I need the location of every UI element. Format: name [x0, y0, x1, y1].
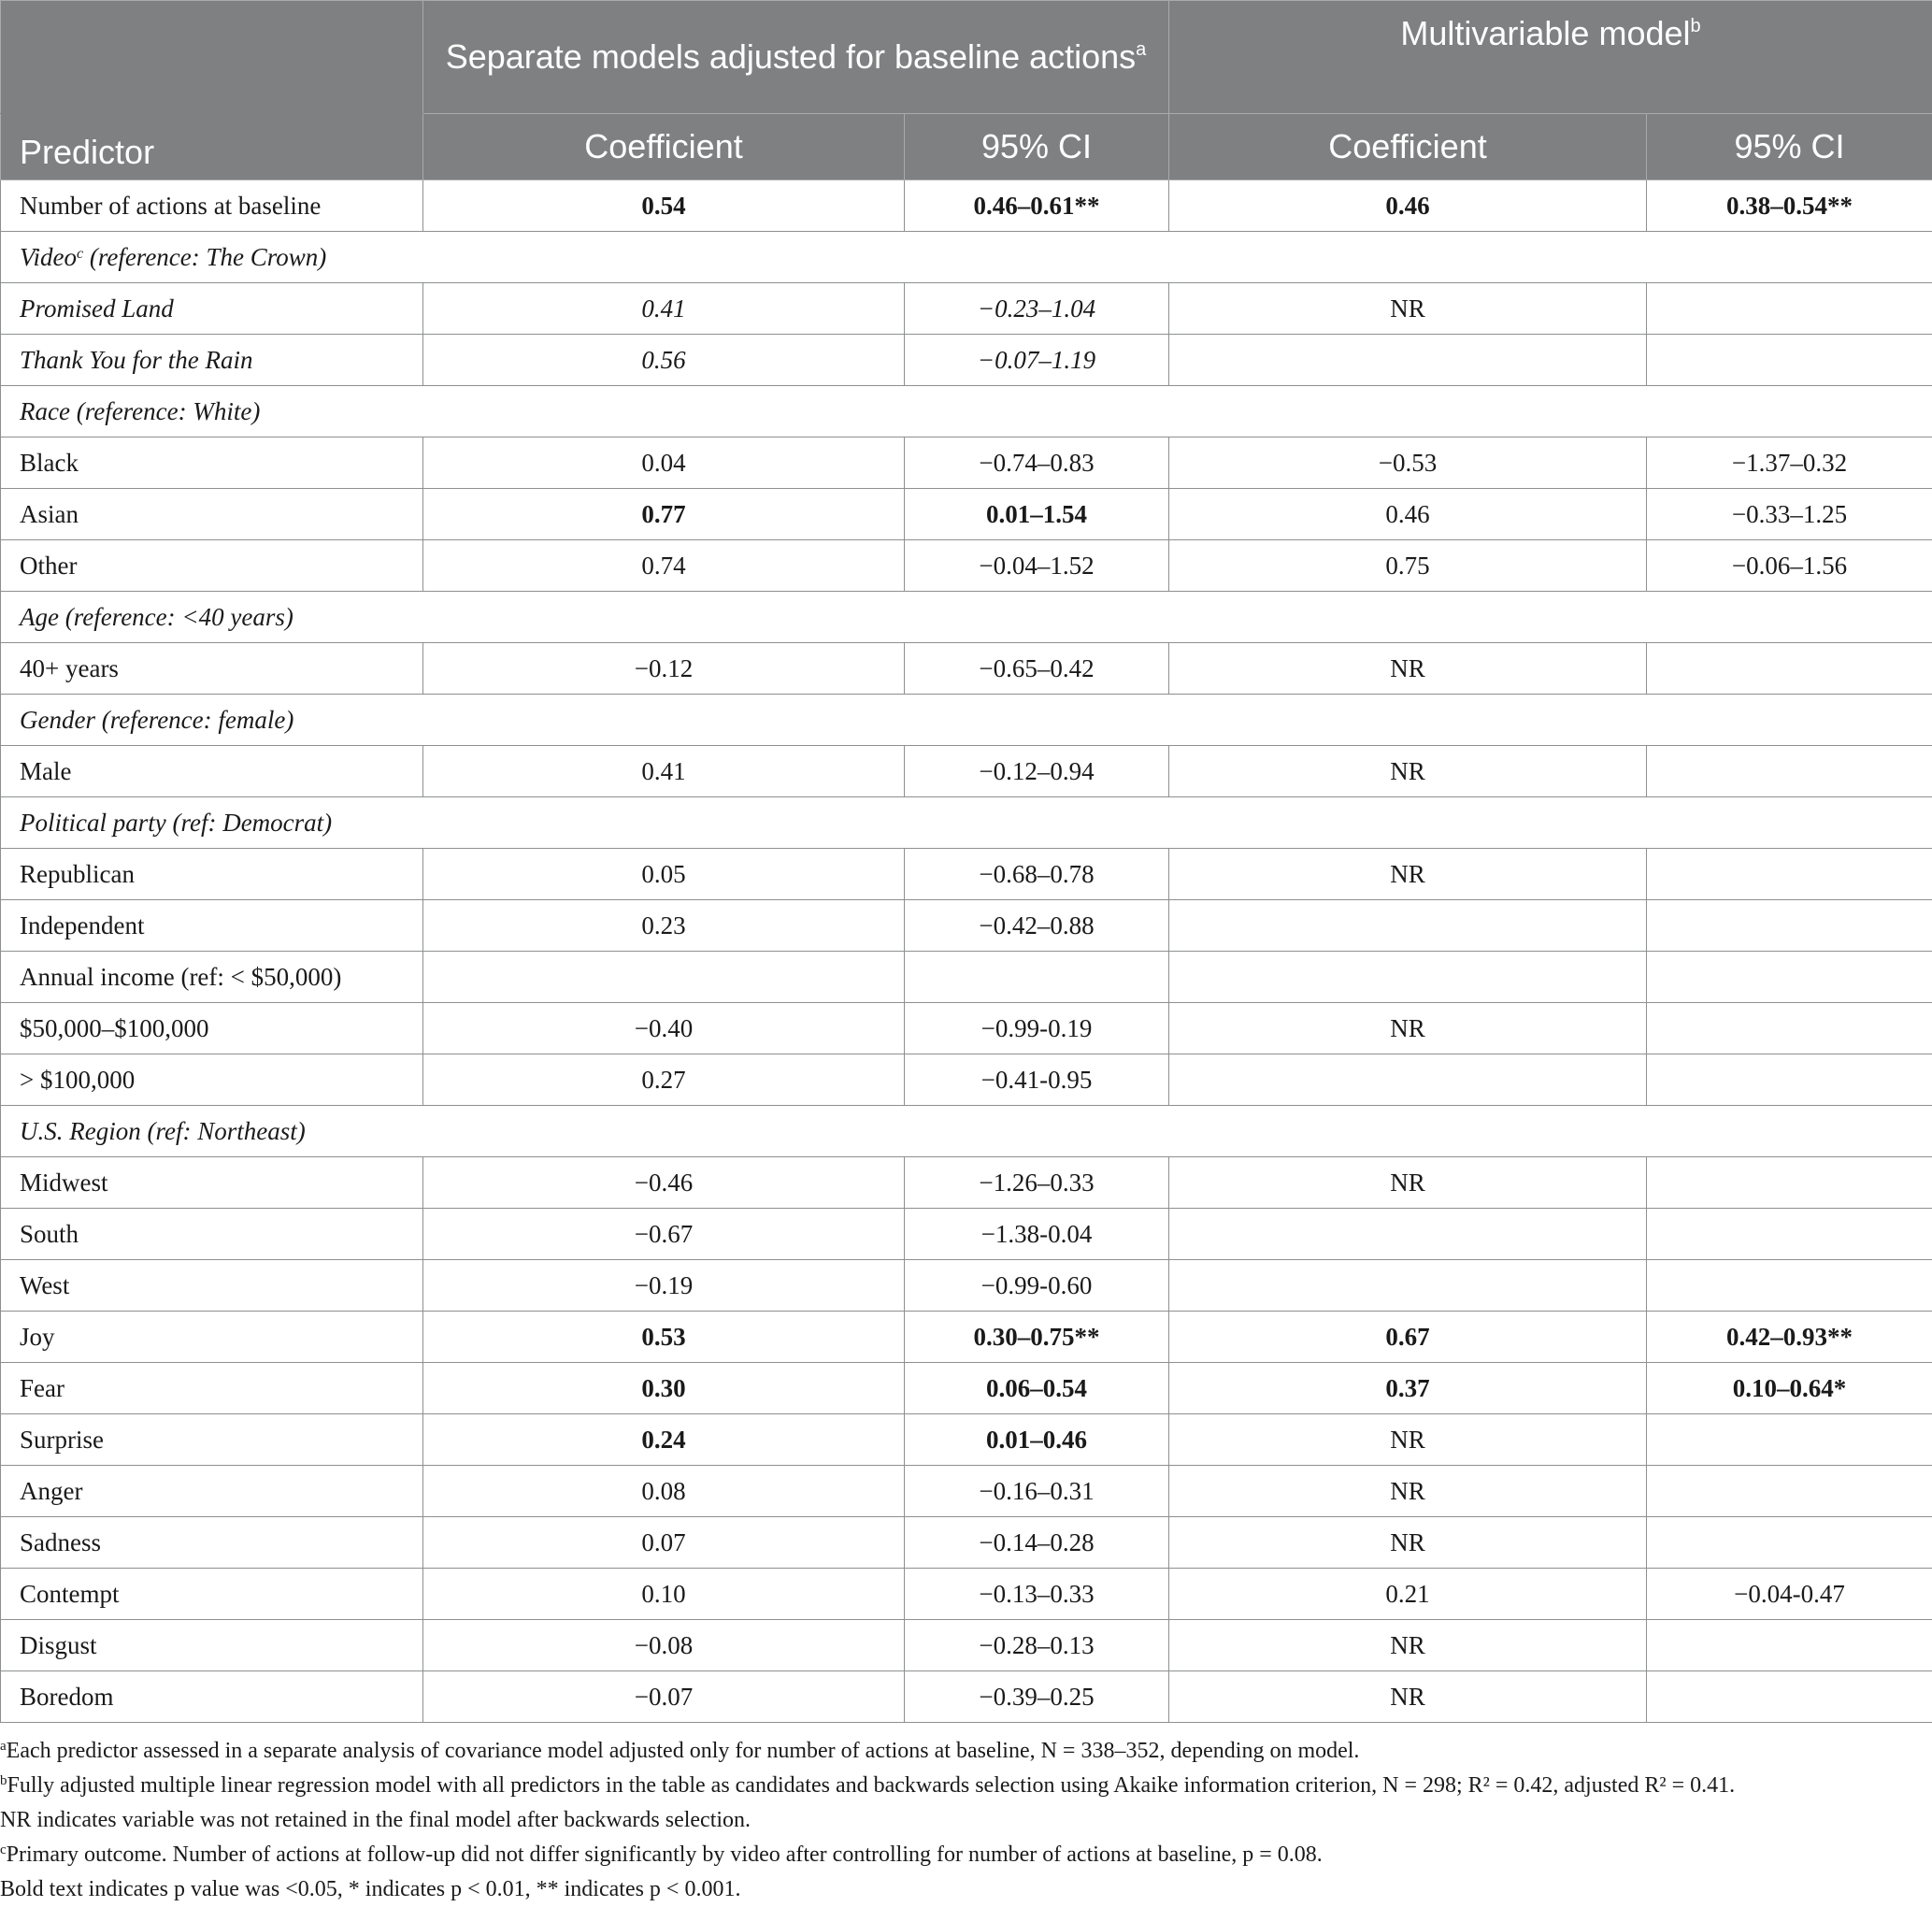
row-label: Promised Land: [1, 283, 423, 335]
table-row: [1, 746, 1932, 797]
cell-coef-multivariable: NR: [1169, 1466, 1647, 1517]
row-label: Asian: [1, 489, 423, 540]
header-group-row: [1, 1, 1932, 114]
cell-coef-multivariable: NR: [1169, 746, 1647, 797]
cell-ci-multivariable: [1647, 849, 1932, 900]
row-label: Disgust: [1, 1620, 423, 1671]
table-row: [1, 1671, 1932, 1723]
row-label: $50,000–$100,000: [1, 1003, 423, 1054]
cell-ci-separate: −1.26–0.33: [905, 1157, 1169, 1209]
cell-ci-multivariable: −0.33–1.25: [1647, 489, 1932, 540]
header-blank-cell: [1, 1, 423, 114]
cell-ci-separate: −0.07–1.19: [905, 335, 1169, 386]
cell-ci-multivariable: [1647, 1466, 1932, 1517]
footnote-c-mark: c: [0, 1842, 7, 1857]
cell-coef-multivariable: NR: [1169, 283, 1647, 335]
table-row: [1, 1466, 1932, 1517]
cell-coef-multivariable: 0.46: [1169, 489, 1647, 540]
cell-coef-multivariable: NR: [1169, 1003, 1647, 1054]
table-row: [1, 849, 1932, 900]
table-row: [1, 1620, 1932, 1671]
cell-coef-multivariable: [1169, 900, 1647, 952]
footnote-mark-b: b: [1691, 16, 1701, 36]
cell-ci-multivariable: [1647, 1517, 1932, 1569]
cell-ci-separate: −0.99-0.19: [905, 1003, 1169, 1054]
section-label: Race (reference: White): [1, 386, 1932, 437]
cell-coef-separate: 0.41: [423, 283, 905, 335]
header-separate-models-text: Separate models adjusted for baseline actions: [446, 37, 1136, 76]
section-row: [1, 1106, 1932, 1157]
cell-ci-multivariable: [1647, 952, 1932, 1003]
table-row: [1, 437, 1932, 489]
cell-coef-separate: 0.07: [423, 1517, 905, 1569]
cell-ci-separate: −0.23–1.04: [905, 283, 1169, 335]
header-separate-models: [423, 1, 1169, 114]
table-row: [1, 1517, 1932, 1569]
cell-coef-separate: 0.10: [423, 1569, 905, 1620]
cell-coef-multivariable: NR: [1169, 1517, 1647, 1569]
cell-ci-separate: −0.68–0.78: [905, 849, 1169, 900]
cell-coef-separate: 0.74: [423, 540, 905, 592]
footnote-mark-a: a: [1136, 39, 1146, 60]
section-label: Gender (reference: female): [1, 695, 1932, 746]
cell-ci-separate: −0.13–0.33: [905, 1569, 1169, 1620]
cell-ci-multivariable: [1647, 335, 1932, 386]
cell-ci-separate: −0.74–0.83: [905, 437, 1169, 489]
cell-coef-multivariable: 0.75: [1169, 540, 1647, 592]
header-ci-2: 95% CI: [1647, 114, 1932, 180]
table-row: [1, 1414, 1932, 1466]
table-footnotes: [0, 1723, 1932, 1907]
cell-coef-separate: 0.53: [423, 1312, 905, 1363]
cell-ci-separate: −0.39–0.25: [905, 1671, 1169, 1723]
cell-coef-multivariable: NR: [1169, 849, 1647, 900]
section-row: [1, 232, 1932, 283]
cell-ci-multivariable: [1647, 1260, 1932, 1312]
row-label: Fear: [1, 1363, 423, 1414]
cell-coef-multivariable: [1169, 952, 1647, 1003]
cell-coef-separate: 0.27: [423, 1054, 905, 1106]
cell-ci-separate: 0.01–1.54: [905, 489, 1169, 540]
cell-ci-multivariable: [1647, 283, 1932, 335]
cell-coef-multivariable: NR: [1169, 1620, 1647, 1671]
cell-ci-multivariable: [1647, 1671, 1932, 1723]
cell-ci-separate: −0.65–0.42: [905, 643, 1169, 695]
table-row: [1, 952, 1932, 1003]
section-row: [1, 797, 1932, 849]
cell-coef-multivariable: [1169, 335, 1647, 386]
footnote-c: [0, 1838, 1932, 1872]
table-row: [1, 1569, 1932, 1620]
footnote-a-mark: a: [0, 1739, 7, 1754]
table-row: [1, 1363, 1932, 1414]
cell-ci-separate: 0.06–0.54: [905, 1363, 1169, 1414]
cell-coef-separate: 0.05: [423, 849, 905, 900]
cell-coef-separate: −0.08: [423, 1620, 905, 1671]
table-row: [1, 900, 1932, 952]
section-row: [1, 386, 1932, 437]
row-label: South: [1, 1209, 423, 1260]
footnote-b-mark: b: [0, 1773, 7, 1788]
cell-ci-separate: −0.28–0.13: [905, 1620, 1169, 1671]
table-row: [1, 540, 1932, 592]
cell-ci-separate: −0.12–0.94: [905, 746, 1169, 797]
row-label: Republican: [1, 849, 423, 900]
section-label: Political party (ref: Democrat): [1, 797, 1932, 849]
cell-coef-separate: −0.07: [423, 1671, 905, 1723]
cell-ci-multivariable: [1647, 1414, 1932, 1466]
row-label: Other: [1, 540, 423, 592]
cell-ci-separate: 0.30–0.75**: [905, 1312, 1169, 1363]
table-row: [1, 1209, 1932, 1260]
cell-coef-multivariable: 0.21: [1169, 1569, 1647, 1620]
cell-ci-multivariable: 0.38–0.54**: [1647, 180, 1932, 232]
row-label: Contempt: [1, 1569, 423, 1620]
cell-ci-separate: 0.46–0.61**: [905, 180, 1169, 232]
row-label: Annual income (ref: < $50,000): [1, 952, 423, 1003]
cell-ci-separate: −0.16–0.31: [905, 1466, 1169, 1517]
row-label: Joy: [1, 1312, 423, 1363]
cell-coef-separate: 0.54: [423, 180, 905, 232]
cell-coef-separate: −0.46: [423, 1157, 905, 1209]
section-label-rest: (reference: The Crown): [83, 243, 326, 271]
cell-ci-multivariable: [1647, 1157, 1932, 1209]
cell-ci-separate: [905, 952, 1169, 1003]
table-row: [1, 1157, 1932, 1209]
header-multivariable-model: [1169, 1, 1932, 114]
cell-ci-multivariable: [1647, 1209, 1932, 1260]
cell-ci-separate: −0.14–0.28: [905, 1517, 1169, 1569]
row-label: Black: [1, 437, 423, 489]
row-label: Number of actions at baseline: [1, 180, 423, 232]
cell-coef-multivariable: [1169, 1260, 1647, 1312]
cell-ci-multivariable: 0.10–0.64*: [1647, 1363, 1932, 1414]
cell-ci-multivariable: [1647, 900, 1932, 952]
cell-coef-multivariable: NR: [1169, 643, 1647, 695]
footnote-mark-c: c: [77, 246, 83, 262]
table-row: [1, 643, 1932, 695]
cell-ci-multivariable: [1647, 1003, 1932, 1054]
cell-coef-separate: −0.40: [423, 1003, 905, 1054]
footnote-a-text: Each predictor assessed in a separate analysis of covariance model adjusted only for number of actions at baseline, N = 338–352, depending on model.: [7, 1739, 1360, 1763]
cell-coef-multivariable: [1169, 1054, 1647, 1106]
row-label: Surprise: [1, 1414, 423, 1466]
cell-coef-multivariable: 0.37: [1169, 1363, 1647, 1414]
cell-coef-separate: 0.08: [423, 1466, 905, 1517]
section-label-text: Video: [20, 243, 77, 271]
footnote-c-text: Primary outcome. Number of actions at follow-up did not differ significantly by video after controlling for number of actions at baseline, p = 0.08.: [7, 1842, 1323, 1867]
cell-ci-multivariable: −1.37–0.32: [1647, 437, 1932, 489]
row-label: Sadness: [1, 1517, 423, 1569]
cell-coef-multivariable: [1169, 1209, 1647, 1260]
row-label: 40+ years: [1, 643, 423, 695]
cell-coef-multivariable: NR: [1169, 1671, 1647, 1723]
cell-coef-multivariable: −0.53: [1169, 437, 1647, 489]
cell-coef-multivariable: 0.46: [1169, 180, 1647, 232]
cell-coef-multivariable: NR: [1169, 1157, 1647, 1209]
cell-coef-separate: −0.12: [423, 643, 905, 695]
cell-ci-multivariable: [1647, 1620, 1932, 1671]
table-row: [1, 335, 1932, 386]
footnote-a: [0, 1734, 1932, 1769]
cell-coef-separate: 0.30: [423, 1363, 905, 1414]
row-label: Boredom: [1, 1671, 423, 1723]
section-label: U.S. Region (ref: Northeast): [1, 1106, 1932, 1157]
footnote-b: [0, 1769, 1932, 1803]
cell-ci-multivariable: [1647, 1054, 1932, 1106]
footnote-significance: Bold text indicates p value was <0.05, * indicates p < 0.01, ** indicates p < 0.001.: [0, 1872, 1932, 1907]
cell-coef-separate: 0.04: [423, 437, 905, 489]
table-row: [1, 1312, 1932, 1363]
footnote-b-text: Fully adjusted multiple linear regression model with all predictors in the table as candidates and backwards selection using Akaike information criterion, N = 298; R² = 0.42, adjusted R² = 0.41.: [7, 1773, 1736, 1798]
cell-ci-separate: −1.38-0.04: [905, 1209, 1169, 1260]
cell-ci-separate: 0.01–0.46: [905, 1414, 1169, 1466]
row-label: Anger: [1, 1466, 423, 1517]
cell-ci-separate: −0.99-0.60: [905, 1260, 1169, 1312]
section-row: [1, 592, 1932, 643]
cell-ci-multivariable: [1647, 643, 1932, 695]
table-body: [1, 180, 1932, 1723]
cell-ci-multivariable: 0.42–0.93**: [1647, 1312, 1932, 1363]
table-row: [1, 1003, 1932, 1054]
cell-coef-separate: −0.19: [423, 1260, 905, 1312]
row-label: Midwest: [1, 1157, 423, 1209]
row-label: Independent: [1, 900, 423, 952]
cell-ci-separate: −0.41-0.95: [905, 1054, 1169, 1106]
footnote-nr: NR indicates variable was not retained in the final model after backwards selection.: [0, 1803, 1932, 1838]
section-label: [1, 232, 1932, 283]
row-label: West: [1, 1260, 423, 1312]
row-label: Thank You for the Rain: [1, 335, 423, 386]
cell-ci-multivariable: −0.06–1.56: [1647, 540, 1932, 592]
header-coefficient-1: Coefficient: [423, 114, 905, 180]
cell-ci-multivariable: [1647, 746, 1932, 797]
cell-ci-multivariable: −0.04-0.47: [1647, 1569, 1932, 1620]
cell-ci-separate: −0.04–1.52: [905, 540, 1169, 592]
cell-coef-separate: −0.67: [423, 1209, 905, 1260]
row-label: > $100,000: [1, 1054, 423, 1106]
cell-coef-separate: 0.24: [423, 1414, 905, 1466]
cell-coef-separate: [423, 952, 905, 1003]
cell-coef-separate: 0.23: [423, 900, 905, 952]
section-label: Age (reference: <40 years): [1, 592, 1932, 643]
table-row: [1, 1054, 1932, 1106]
header-multivariable-text: Multivariable model: [1400, 14, 1690, 52]
cell-coef-multivariable: NR: [1169, 1414, 1647, 1466]
cell-coef-separate: 0.77: [423, 489, 905, 540]
cell-ci-separate: −0.42–0.88: [905, 900, 1169, 952]
table-row: [1, 180, 1932, 232]
cell-coef-separate: 0.56: [423, 335, 905, 386]
table-row: [1, 283, 1932, 335]
header-coefficient-2: Coefficient: [1169, 114, 1647, 180]
section-row: [1, 695, 1932, 746]
header-ci-1: 95% CI: [905, 114, 1169, 180]
cell-coef-separate: 0.41: [423, 746, 905, 797]
table-row: [1, 489, 1932, 540]
header-column-row: [1, 114, 1932, 180]
table-row: [1, 1260, 1932, 1312]
header-predictor: Predictor: [1, 114, 423, 180]
cell-coef-multivariable: 0.67: [1169, 1312, 1647, 1363]
row-label: Male: [1, 746, 423, 797]
